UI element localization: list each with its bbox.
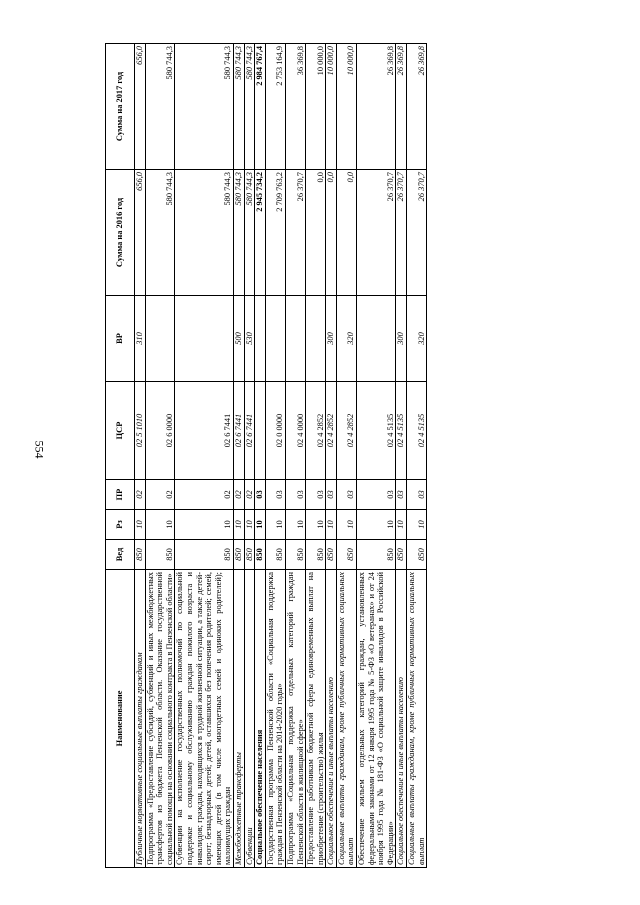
cell-csr: 02 5 1010 (135, 382, 146, 480)
cell-s2017: 10 000,0 (306, 44, 326, 170)
cell-vr: 320 (407, 296, 427, 382)
header-csr: ЦСР (106, 382, 135, 480)
header-name: Наименование (106, 570, 135, 868)
cell-pr: 03 (336, 480, 356, 510)
cell-s2016: 2 709 763,2 (265, 170, 285, 296)
cell-ved: 850 (357, 540, 396, 570)
cell-ved: 850 (336, 540, 356, 570)
cell-pr: 02 (135, 480, 146, 510)
header-vr: ВР (106, 296, 135, 382)
cell-name: Субвенции на исполнение государственных полномочий по социальной поддержке и социальному обслуживанию граждан пожилого возраста и инвалидов; граждан, находящихся в трудной жизненной ситуации, а также детей-сирот; безнадзорных детей; детей, оставшихся без попечения родителей; семей, имеющих детей (в том числе многодетных семей и одиноких родителей); малоимущих граждан (175, 570, 234, 868)
table-row (255, 44, 266, 868)
header-sum-2016: Сумма на 2016 год (106, 170, 135, 296)
cell-s2017: 2 984 767,4 (255, 44, 266, 170)
rotated-table-wrapper (105, 44, 563, 868)
table-row (145, 44, 175, 868)
cell-name: Подпрограмма «Социальная поддержка отдельных категорий граждан Пензенской области в жилищной сфере» (285, 570, 305, 868)
cell-ved: 850 (233, 540, 244, 570)
cell-s2017: 26 369,8 (407, 44, 427, 170)
cell-name: Межбюджетные трансферты (233, 570, 244, 868)
cell-vr: 300 (326, 296, 337, 382)
cell-s2017: 36 369,8 (285, 44, 305, 170)
budget-table (105, 43, 427, 868)
cell-ved: 850 (326, 540, 337, 570)
cell-pr: 03 (396, 480, 407, 510)
cell-s2017: 26 369,8 (396, 44, 407, 170)
cell-s2017: 580 744,3 (175, 44, 234, 170)
cell-s2016: 656,0 (135, 170, 146, 296)
cell-s2017: 10 000,0 (326, 44, 337, 170)
table-row (135, 44, 146, 868)
cell-name: Социальное обеспечение и иные выплаты населению (326, 570, 337, 868)
cell-name: Субвенции (244, 570, 255, 868)
cell-rz: 10 (135, 510, 146, 540)
cell-rz: 10 (233, 510, 244, 540)
cell-csr: 02 4 5135 (407, 382, 427, 480)
cell-pr: 02 (233, 480, 244, 510)
cell-csr: 02 4 2852 (326, 382, 337, 480)
cell-s2016: 26 370,7 (357, 170, 396, 296)
cell-vr: 530 (244, 296, 255, 382)
cell-csr: 02 6 7441 (244, 382, 255, 480)
header-sum-2017: Сумма на 2017 год (106, 44, 135, 170)
cell-vr: 320 (336, 296, 356, 382)
cell-rz: 10 (306, 510, 326, 540)
table-row (407, 44, 427, 868)
cell-pr: 03 (255, 480, 266, 510)
cell-pr: 03 (306, 480, 326, 510)
cell-name: Социальные выплаты гражданам, кроме публичных нормативных социальных выплат (407, 570, 427, 868)
cell-ved: 850 (255, 540, 266, 570)
cell-ved: 850 (306, 540, 326, 570)
cell-pr: 03 (285, 480, 305, 510)
cell-csr (255, 382, 266, 480)
cell-s2016: 0,0 (306, 170, 326, 296)
cell-s2016: 580 744,3 (175, 170, 234, 296)
cell-name: Публичные нормативные социальные выплаты гражданам (135, 570, 146, 868)
cell-vr (255, 296, 266, 382)
cell-csr: 02 6 0000 (145, 382, 175, 480)
cell-vr (306, 296, 326, 382)
cell-csr: 02 4 5135 (396, 382, 407, 480)
table-body (135, 44, 427, 868)
cell-s2016: 580 744,3 (233, 170, 244, 296)
cell-rz: 10 (265, 510, 285, 540)
table-row (285, 44, 305, 868)
cell-rz: 10 (244, 510, 255, 540)
cell-csr: 02 4 2852 (306, 382, 326, 480)
cell-csr: 02 6 7441 (175, 382, 234, 480)
cell-s2016: 26 370,7 (396, 170, 407, 296)
cell-ved: 850 (244, 540, 255, 570)
cell-ved: 850 (135, 540, 146, 570)
cell-csr: 02 4 5135 (357, 382, 396, 480)
cell-pr: 03 (326, 480, 337, 510)
cell-s2017: 10 000,0 (336, 44, 356, 170)
table-row (265, 44, 285, 868)
cell-name: Социальные выплаты гражданам, кроме публичных нормативных социальных выплат (336, 570, 356, 868)
cell-vr: 310 (135, 296, 146, 382)
cell-pr: 03 (357, 480, 396, 510)
cell-name: Государственная программа Пензенской области «Социальная поддержка граждан в Пензенской области на 2014-2020 годы» (265, 570, 285, 868)
cell-ved: 850 (265, 540, 285, 570)
cell-s2017: 580 744,3 (244, 44, 255, 170)
cell-rz: 10 (407, 510, 427, 540)
cell-csr: 02 6 7441 (233, 382, 244, 480)
cell-name: Обеспечение жильем отдельных категорий граждан, установленных федеральными законами от 12 января 1995 года № 5-ФЗ «О ветеранах» и от 24 ноября 1995 года № 181-ФЗ «О социальной защите инвалидов в Российской Федерации» (357, 570, 396, 868)
cell-vr (175, 296, 234, 382)
cell-pr: 02 (175, 480, 234, 510)
cell-rz: 10 (255, 510, 266, 540)
cell-name: Подпрограмма «Предоставление субсидий, субвенций и иных межбюджетных трансфертов из бюджета Пензенской области. Оказание государственной социальной помощи на основании социального контракта в Пензенской области» (145, 570, 175, 868)
cell-rz: 10 (396, 510, 407, 540)
cell-rz: 10 (175, 510, 234, 540)
cell-ved: 850 (145, 540, 175, 570)
cell-s2016: 26 370,7 (407, 170, 427, 296)
cell-s2017: 580 744,3 (145, 44, 175, 170)
cell-pr: 03 (407, 480, 427, 510)
cell-csr: 02 0 0000 (265, 382, 285, 480)
cell-pr: 03 (265, 480, 285, 510)
cell-vr (145, 296, 175, 382)
cell-s2017: 2 753 164,9 (265, 44, 285, 170)
cell-s2017: 656,0 (135, 44, 146, 170)
cell-name: Социальное обеспечение населения (255, 570, 266, 868)
cell-vr: 300 (396, 296, 407, 382)
page-number: 554 (32, 440, 47, 459)
header-ved: Вед (106, 540, 135, 570)
cell-csr: 02 4 2852 (336, 382, 356, 480)
cell-ved: 850 (285, 540, 305, 570)
cell-csr: 02 4 0000 (285, 382, 305, 480)
cell-ved: 850 (396, 540, 407, 570)
cell-s2017: 26 369,8 (357, 44, 396, 170)
cell-vr (285, 296, 305, 382)
table-header-row (106, 44, 135, 868)
cell-vr (357, 296, 396, 382)
table-row (175, 44, 234, 868)
cell-vr (265, 296, 285, 382)
cell-s2016: 0,0 (336, 170, 356, 296)
cell-s2016: 580 744,3 (145, 170, 175, 296)
table-row (357, 44, 396, 868)
cell-s2016: 580 744,3 (244, 170, 255, 296)
cell-vr: 500 (233, 296, 244, 382)
cell-ved: 850 (407, 540, 427, 570)
cell-s2016: 2 945 734,2 (255, 170, 266, 296)
cell-ved: 850 (175, 540, 234, 570)
cell-pr: 02 (145, 480, 175, 510)
cell-pr: 02 (244, 480, 255, 510)
table-row (233, 44, 244, 868)
cell-s2017: 580 744,3 (233, 44, 244, 170)
cell-s2016: 0,0 (326, 170, 337, 296)
cell-rz: 10 (145, 510, 175, 540)
table-row (396, 44, 407, 868)
header-rz: Рз (106, 510, 135, 540)
header-pr: ПР (106, 480, 135, 510)
cell-rz: 10 (357, 510, 396, 540)
cell-rz: 10 (326, 510, 337, 540)
cell-s2016: 26 370,7 (285, 170, 305, 296)
cell-rz: 10 (336, 510, 356, 540)
cell-name: Предоставление работникам бюджетной сферы единовременных выплат на приобретение (строительство) жилья (306, 570, 326, 868)
table-row (306, 44, 326, 868)
table-row (244, 44, 255, 868)
cell-rz: 10 (285, 510, 305, 540)
cell-name: Социальное обеспечение и иные выплаты населению (396, 570, 407, 868)
table-row (336, 44, 356, 868)
table-row (326, 44, 337, 868)
